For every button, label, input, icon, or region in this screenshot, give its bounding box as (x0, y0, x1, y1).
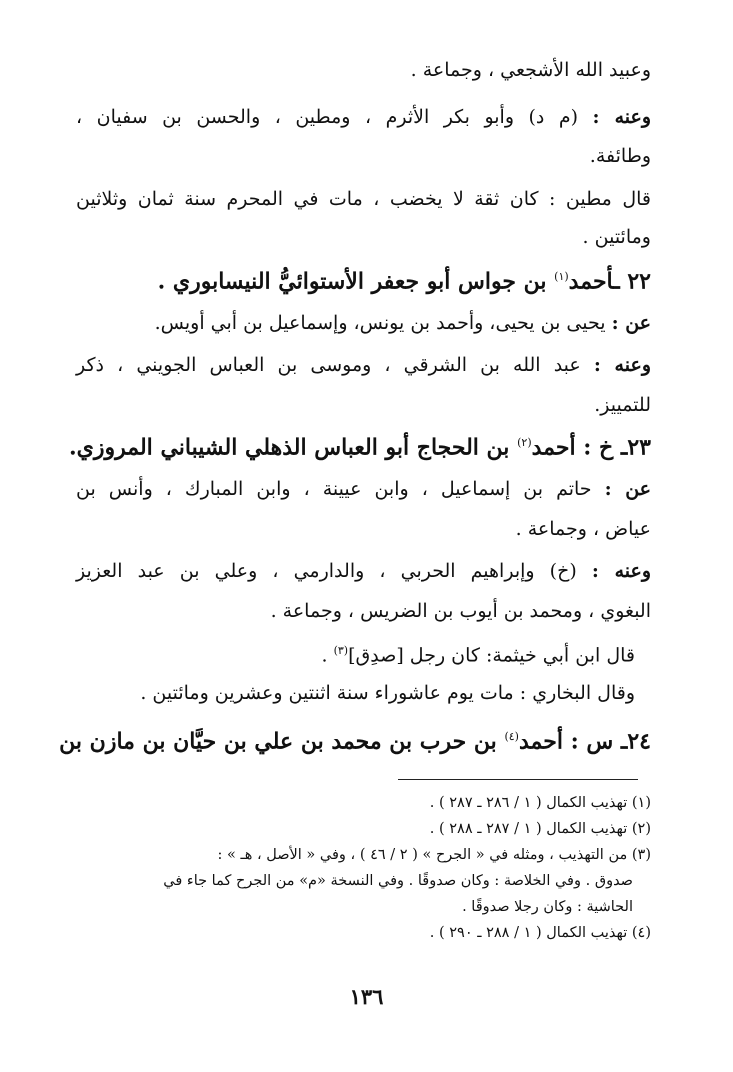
text: عياض ، وجماعة . (515, 518, 651, 540)
text: عبد الله بن الشرقي ، وموسى بن العباس الجويني ، ذكر (76, 354, 594, 376)
body-line-11 (76, 476, 651, 502)
footnote-ref: (٣) (333, 644, 349, 657)
footnote-2 (76, 819, 651, 839)
footnote-ref: (١) (554, 270, 569, 283)
text: وقال البخاري : مات يوم عاشوراء سنة اثنتين وعشرين ومائتين . (140, 682, 635, 704)
text: بن حرب بن محمد بن علي بن حيَّان بن مازن بن (59, 728, 505, 755)
text: (١) تهذيب الكمال ( ١ / ٢٨٦ ـ ٢٨٧ ) . (429, 795, 651, 811)
body-line-15 (60, 638, 635, 668)
text: قال ابن أبي خيثمة: كان رجل [صدِق] (348, 644, 635, 667)
entry-number: ٢٤ـ س : (570, 728, 651, 755)
footnote-divider (398, 779, 638, 780)
body-line-5 (76, 224, 651, 250)
text: البغوي ، ومحمد بن أيوب بن الضريس ، وجماعة . (270, 600, 651, 622)
text: ومائتين . (582, 226, 651, 248)
text: وطائفة. (589, 145, 651, 167)
body-line-8 (76, 352, 651, 378)
text: للتمييز. (594, 394, 651, 416)
entry-name: أحمد (568, 268, 614, 295)
line-label: وعنه : (592, 106, 652, 128)
body-line-3 (76, 143, 651, 169)
text: (خ) وإبراهيم الحربي ، والدارمي ، وعلي بن عبد العزيز (76, 560, 592, 582)
text: (م د) وأبو بكر الأثرم ، ومطين ، والحسن بن سفيان ، (76, 106, 593, 128)
text: وعبيد الله الأشجعي ، وجماعة . (410, 59, 651, 81)
entry-heading-22 (76, 264, 651, 294)
text: صدوق . وفي الخلاصة : وكان صدوقًا . وفي النسخة «م» من الجرح كما جاء في (163, 873, 633, 889)
entry-heading-23 (68, 430, 651, 461)
line-label: عن : (611, 312, 651, 334)
body-line-9 (76, 392, 651, 418)
footnote-ref: (٢) (517, 436, 532, 449)
body-line-7 (76, 310, 651, 336)
text: قال مطين : كان ثقة لا يخضب ، مات في المحرم سنة ثمان وثلاثين (76, 188, 651, 210)
body-line-2 (76, 104, 651, 130)
footnote-1 (76, 793, 651, 813)
line-label: عن : (604, 478, 651, 500)
footnote-ref: (٤) (504, 730, 519, 743)
footnote-3-cont (58, 897, 633, 917)
text: (٢) تهذيب الكمال ( ١ / ٢٨٧ ـ ٢٨٨ ) . (429, 821, 651, 837)
line-label: وعنه : (593, 354, 651, 376)
text: . (321, 644, 334, 667)
footnote-4 (76, 923, 651, 943)
entry-name: أحمد (531, 434, 576, 461)
entry-number: ٢٢ ـ (613, 268, 651, 295)
page-number: ١٣٦ (349, 984, 384, 1009)
line-label: وعنه : (591, 560, 652, 582)
body-line-1 (76, 57, 651, 83)
body-line-16 (60, 680, 635, 706)
entry-heading-24 (59, 724, 651, 755)
body-line-13 (76, 558, 651, 584)
text: يحيى بن يحيى، وأحمد بن يونس، وإسماعيل بن أبي أويس. (154, 312, 612, 334)
body-line-4 (76, 186, 651, 212)
body-line-12 (76, 516, 651, 542)
text: الحاشية : وكان رجلا صدوقًا . (462, 899, 633, 915)
entry-name: أحمد (518, 728, 563, 755)
footnote-3-cont (58, 871, 633, 891)
text: حاتم بن إسماعيل ، وابن عيينة ، وابن المبارك ، وأنس بن (76, 478, 605, 500)
body-line-14 (76, 598, 651, 624)
text: (٤) تهذيب الكمال ( ١ / ٢٨٨ ـ ٢٩٠ ) . (429, 925, 651, 941)
text: بن الحجاج أبو العباس الذهلي الشيباني المروزي. (68, 434, 518, 461)
entry-number: ٢٣ـ خ : (583, 434, 651, 461)
text: (٣) من التهذيب ، ومثله في « الجرح » ( ٢ / ٤٦ ) ، وفي « الأصل ، هـ » : (217, 847, 651, 863)
text: بن جواس أبو جعفر الأستوائيُّ النيسابوري . (157, 268, 555, 295)
footnote-3 (76, 845, 651, 865)
